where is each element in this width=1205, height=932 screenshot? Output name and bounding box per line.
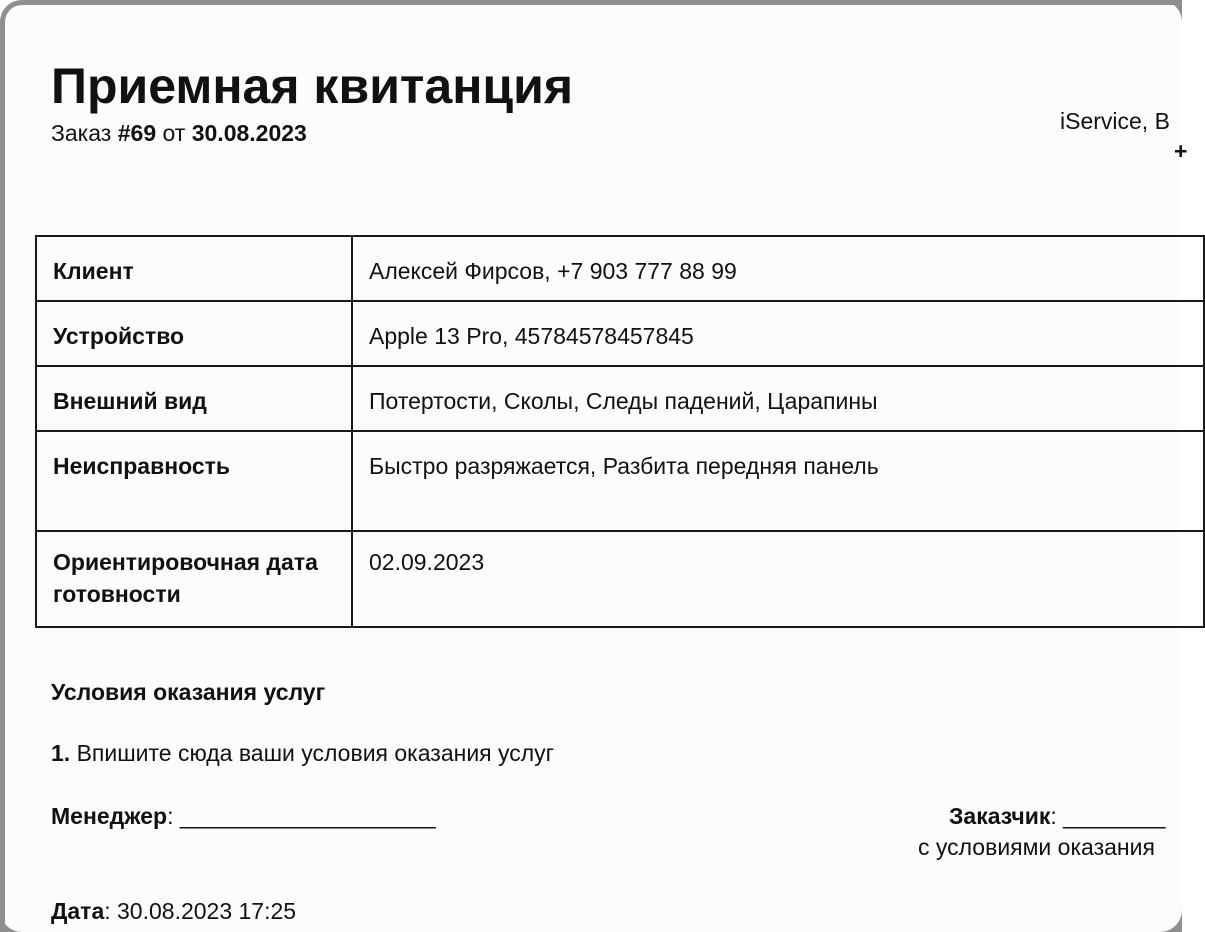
manager-signature (51, 803, 436, 830)
row-value-malfunction: Быстро разряжается, Разбита передняя панель (352, 431, 1204, 531)
row-label-device: Устройство (36, 301, 352, 366)
terms-item-number: 1. (51, 740, 71, 766)
footer-date (51, 898, 296, 925)
company-phone: + (1174, 138, 1188, 164)
row-value-device: Apple 13 Pro, 45784578457845 (352, 301, 1204, 366)
table-row (36, 301, 1204, 366)
row-label-client: Клиент (36, 236, 352, 301)
order-date-prefix: от (156, 120, 192, 146)
row-label-ready-date: Ориентировочная дата готовности (36, 531, 352, 627)
manager-signature-line: : ____________________ (167, 803, 436, 829)
document-title: Приемная квитанция (51, 58, 574, 114)
order-details-table (35, 235, 1205, 628)
row-label-appearance: Внешний вид (36, 366, 352, 431)
date-label: Дата (51, 898, 105, 924)
row-value-appearance: Потертости, Сколы, Следы падений, Царапины (352, 366, 1204, 431)
customer-signature (949, 803, 1165, 830)
table-row (36, 431, 1204, 531)
order-prefix: Заказ (51, 120, 118, 146)
terms-title: Условия оказания услуг (51, 679, 326, 705)
terms-item (51, 740, 554, 767)
table-row (36, 366, 1204, 431)
manager-label: Менеджер (51, 803, 168, 829)
row-value-ready-date: 02.09.2023 (352, 531, 1204, 627)
order-number: #69 (117, 120, 157, 146)
customer-consent-text: с условиями оказания (918, 834, 1155, 860)
terms-item-text: Впишите сюда ваши условия оказания услуг (70, 740, 555, 766)
order-info (51, 120, 307, 147)
customer-signature-line: : ________ (1050, 803, 1166, 829)
table-row (36, 531, 1204, 627)
customer-label: Заказчик (949, 803, 1051, 829)
company-name: iService, B (1060, 108, 1170, 134)
date-value: : 30.08.2023 17:25 (104, 898, 297, 924)
row-value-client: Алексей Фирсов, +7 903 777 88 99 (352, 236, 1204, 301)
row-label-malfunction: Неисправность (36, 431, 352, 531)
order-date: 30.08.2023 (191, 120, 307, 146)
table-row (36, 236, 1204, 301)
